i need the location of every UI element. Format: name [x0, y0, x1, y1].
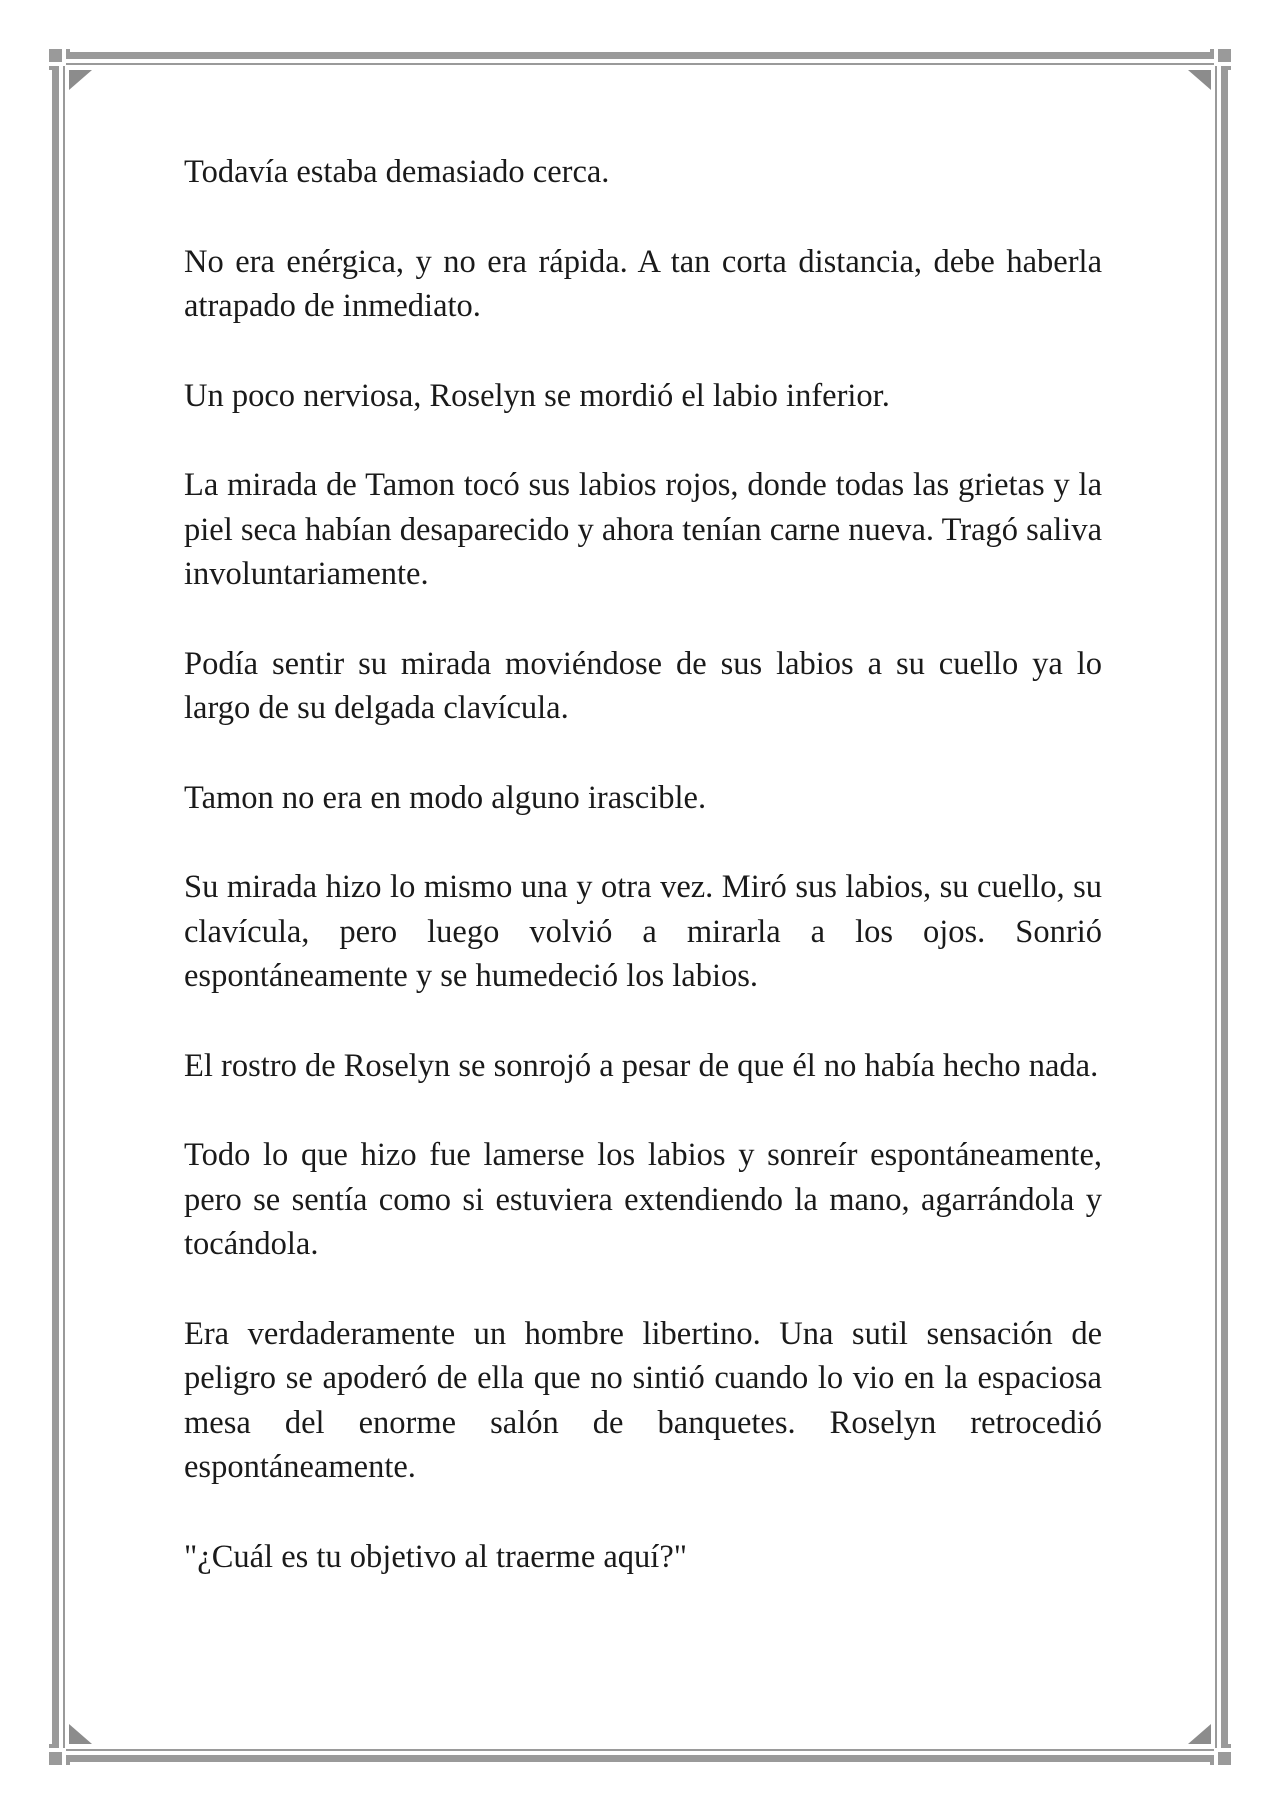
paragraph: Su mirada hizo lo mismo una y otra vez. Miró sus labios, su cuello, su clavícula, pero luego volvió a mirarla a los ojos. Sonrió espontáneamente y se humedeció los labios. — [184, 869, 1102, 994]
page-text — [184, 150, 1102, 1624]
paragraph: Tamon no era en modo alguno irascible. — [184, 779, 707, 816]
paragraph: No era enérgica, y no era rápida. A tan corta distancia, debe haberla atrapado de inmediato. — [184, 243, 1102, 324]
paragraph: Un poco nerviosa, Roselyn se mordió el labio inferior. — [184, 377, 890, 414]
paragraph: Podía sentir su mirada moviéndose de sus labios a su cuello ya lo largo de su delgada clavícula. — [184, 645, 1102, 726]
paragraph: Todo lo que hizo fue lamerse los labios y sonreír espontáneamente, pero se sentía como si estuviera extendiendo la mano, agarrándola y tocándola. — [184, 1137, 1102, 1262]
dialogue-line: "¿Cuál es tu objetivo al traerme aquí?" — [184, 1538, 688, 1575]
paragraph: El rostro de Roselyn se sonrojó a pesar de que él no había hecho nada. — [184, 1047, 1099, 1084]
paragraph: La mirada de Tamon tocó sus labios rojos, donde todas las grietas y la piel seca habían desaparecido y ahora tenían carne nueva. Tragó saliva involuntariamente. — [184, 467, 1102, 592]
paragraph: Todavía estaba demasiado cerca. — [184, 154, 610, 190]
paragraph: Era verdaderamente un hombre libertino. Una sutil sensación de peligro se apoderó de ella que no sintió cuando lo vio en la espaciosa mesa del enorme salón de banquetes. Roselyn retrocedió espontáneamente. — [184, 1315, 1102, 1485]
